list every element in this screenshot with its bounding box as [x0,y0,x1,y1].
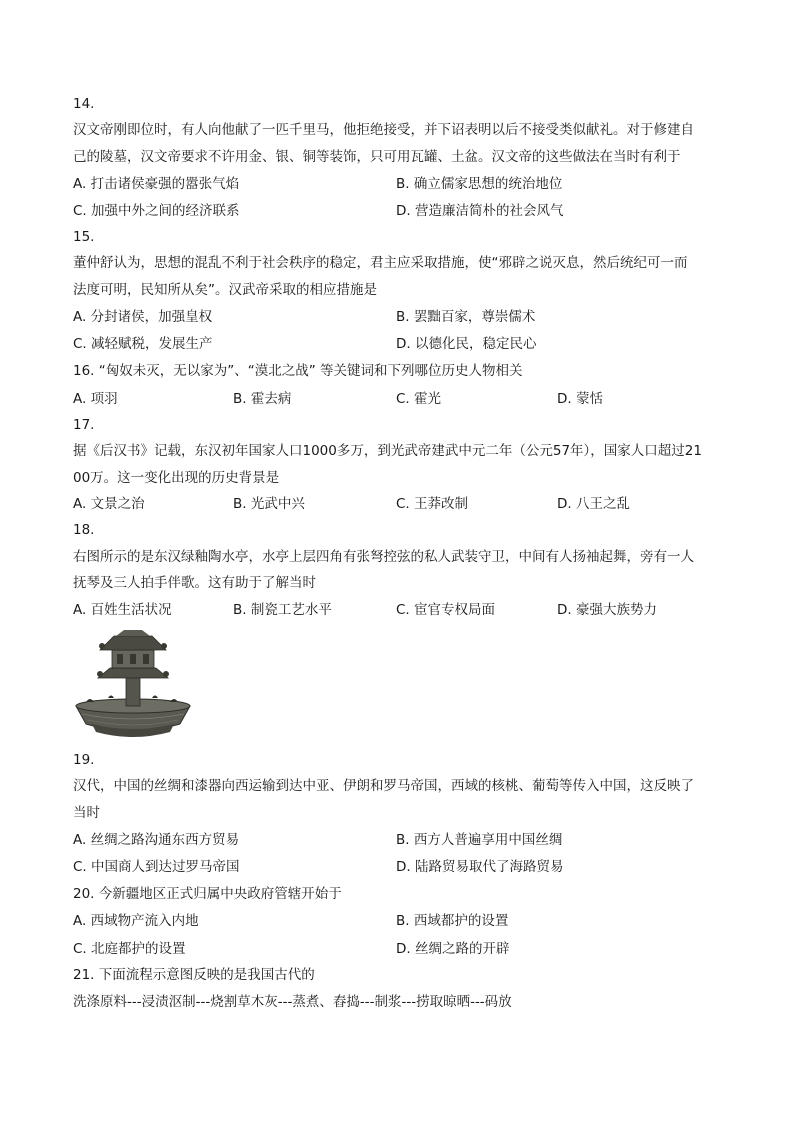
q14-option-c: C. 加强中外之间的经济联系 [73,203,240,219]
q17-stem-line1: 据《后汉书》记载，东汉初年国家人口1000多万，到光武帝建武中元二年（公元57年），国家人口超过21 [73,443,702,459]
q19-option-a: A. 丝绸之路沟通东西方贸易 [73,832,240,848]
q20-option-a: A. 西域物产流入内地 [73,913,199,929]
q18-option-a: A. 百姓生活状况 [73,602,172,618]
q15-number: 15. [73,229,95,245]
q19-stem-line2: 当时 [73,805,100,821]
q18-stem-line1: 右图所示的是东汉绿釉陶水亭，水亭上层四角有张弩控弦的私人武装守卫，中间有人扬袖起舞，旁有一人 [73,549,694,565]
q20-stem: 20. 今新疆地区正式归属中央政府管辖开始于 [73,886,342,902]
q18-number: 18. [73,522,95,538]
q19-option-b: B. 西方人普遍享用中国丝绸 [396,832,563,848]
q15-option-c: C. 减轻赋税，发展生产 [73,336,213,352]
q14-option-d: D. 营造廉洁简朴的社会风气 [396,203,564,219]
q18-stem-line2: 抚琴及三人拍手伴歌。这有助于了解当时 [73,575,316,591]
q19-option-c: C. 中国商人到达过罗马帝国 [73,859,240,875]
q17-option-a: A. 文景之治 [73,496,145,512]
q15-stem-line2: 法度可明，民知所从矣”。汉武帝采取的相应措施是 [73,282,377,298]
q17-stem-line2: 00万。这一变化出现的历史背景是 [73,470,280,486]
q19-number: 19. [73,752,95,768]
q20-option-d: D. 丝绸之路的开辟 [396,941,510,957]
pottery-pavilion-image [72,628,194,746]
q20-option-b: B. 西域都护的设置 [396,913,509,929]
q18-option-b: B. 制瓷工艺水平 [233,602,332,618]
q15-stem-line1: 董仲舒认为，思想的混乱不利于社会秩序的稳定，君主应采取措施，使“邪辟之说灭息，然后统纪可一而 [73,255,688,271]
q15-option-a: A. 分封诸侯，加强皇权 [73,309,213,325]
q17-option-b: B. 光武中兴 [233,496,305,512]
q16-option-a: A. 项羽 [73,391,118,407]
q17-number: 17. [73,417,95,433]
q17-option-d: D. 八王之乱 [557,496,630,512]
q14-stem-line2: 己的陵墓，汉文帝要求不许用金、银、铜等装饰，只可用瓦罐、土盆。汉文帝的这些做法在当时有利于 [73,149,681,165]
q21-flow-diagram: 洗涤原料---浸渍沤制---烧割草木灰---蒸煮、舂捣---制浆---捞取晾晒---码放 [73,994,512,1010]
q19-option-d: D. 陆路贸易取代了海路贸易 [396,859,564,875]
q16-stem: 16. “匈奴未灭，无以家为”、“漠北之战” 等关键词和下列哪位历史人物相关 [73,363,523,379]
q14-stem-line1: 汉文帝刚即位时，有人向他献了一匹千里马，他拒绝接受，并下诏表明以后不接受类似献礼。对于修建自 [73,122,694,138]
q16-option-d: D. 蒙恬 [557,391,603,407]
q14-option-a: A. 打击诸侯豪强的嚣张气焰 [73,176,240,192]
q20-option-c: C. 北庭都护的设置 [73,941,186,957]
q21-stem: 21. 下面流程示意图反映的是我国古代的 [73,967,315,983]
q17-option-c: C. 王莽改制 [396,496,469,512]
q18-option-c: C. 宦官专权局面 [396,602,496,618]
q19-stem-line1: 汉代，中国的丝绸和漆器向西运输到达中亚、伊朗和罗马帝国，西域的核桃、葡萄等传入中国，这反映了 [73,778,694,794]
q16-option-c: C. 霍光 [396,391,442,407]
q15-option-b: B. 罢黜百家，尊崇儒术 [396,309,536,325]
q14-option-b: B. 确立儒家思想的统治地位 [396,176,563,192]
q15-option-d: D. 以德化民，稳定民心 [396,336,537,352]
q18-option-d: D. 豪强大族势力 [557,602,657,618]
q16-option-b: B. 霍去病 [233,391,292,407]
q14-number: 14. [73,96,95,112]
